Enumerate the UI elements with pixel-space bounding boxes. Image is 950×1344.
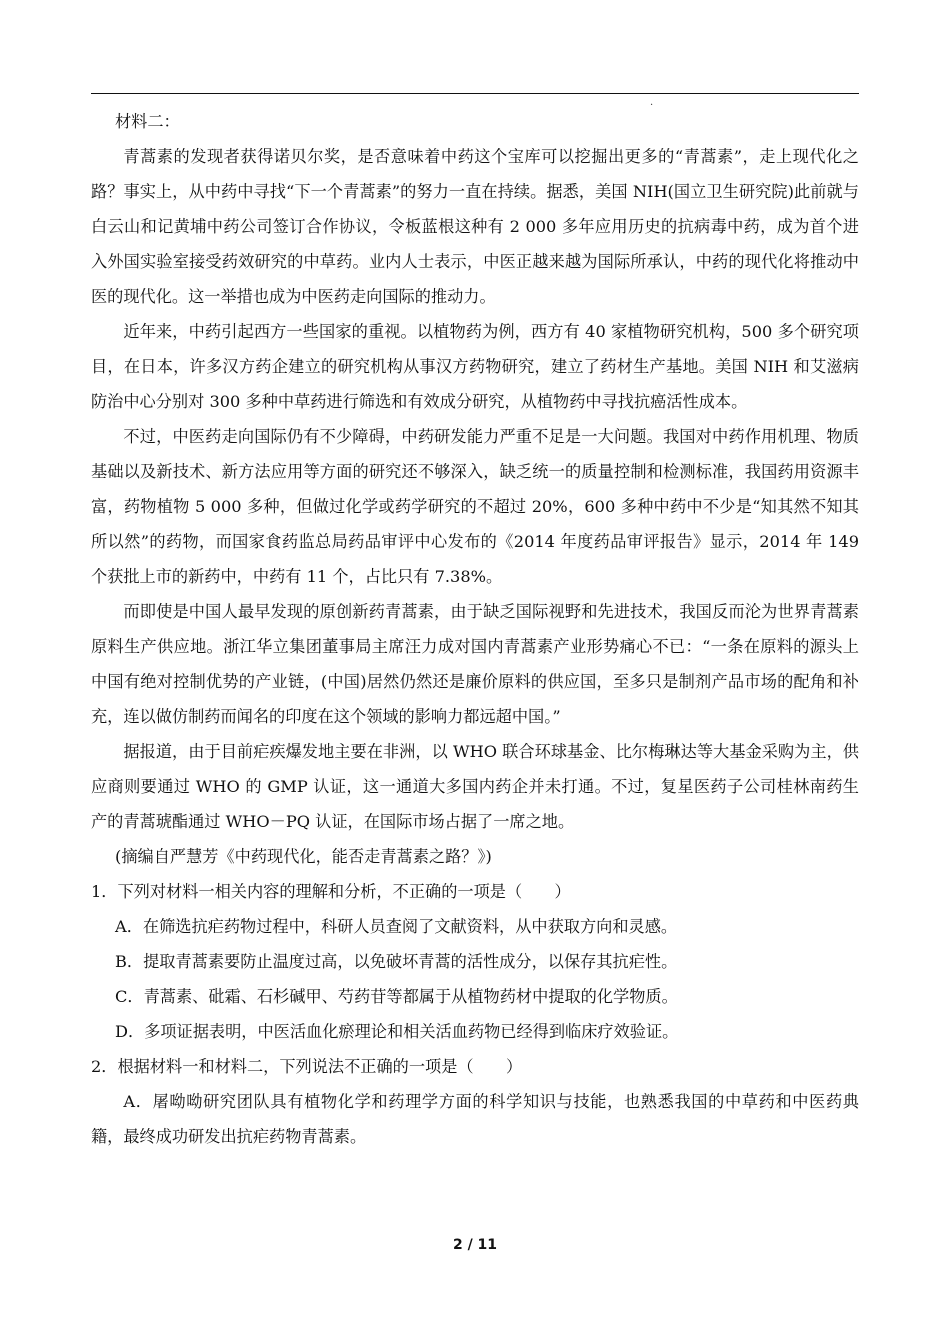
question-1-option-d: D．多项证据表明，中医活血化瘀理论和相关活血药物已经得到临床疗效验证。: [115, 1022, 679, 1041]
paragraph-3: 不过，中医药走向国际仍有不少障碍，中药研发能力严重不足是一大问题。我国对中药作用机理、物质基础以及新技术、新方法应用等方面的研究还不够深入，缺乏统一的质量控制和检测标准，我国药用资源丰富，药物植物 5 000 多种，但做过化学或药学研究的不超过 20%，600 多种中药中不少是“知其然不知其所以然”的药物，而国家食药监总局药品审评中心发布的《2014 年度药品审评报告》显示，2014 年 149 个获批上市的新药中，中药有 11 个，占比只有 7.38%。: [91, 427, 859, 586]
document-body: [91, 104, 859, 1154]
header-rule: [91, 93, 859, 94]
question-1-option-a: A．在筛选抗疟药物过程中，科研人员查阅了文献资料，从中获取方向和灵感。: [115, 917, 678, 936]
stray-dot: ·: [650, 100, 654, 111]
question-1-option-b: B．提取青蒿素要防止温度过高，以免破坏青蒿的活性成分，以保存其抗疟性。: [115, 952, 678, 971]
page-number: 2 / 11: [452, 1237, 498, 1253]
paragraph-4: 而即使是中国人最早发现的原创新药青蒿素，由于缺乏国际视野和先进技术，我国反而沦为世界青蒿素原料生产供应地。浙江华立集团董事局主席汪力成对国内青蒿素产业形势痛心不已：“一条在原料的源头上中国有绝对控制优势的产业链，(中国)居然仍然还是廉价原料的供应国，至多只是制剂产品市场的配角和补充，连以做仿制药而闻名的印度在这个领域的影响力都远超中国。”: [91, 602, 859, 726]
paragraph-1: 青蒿素的发现者获得诺贝尔奖，是否意味着中药这个宝库可以挖掘出更多的“青蒿素”，走上现代化之路？事实上，从中药中寻找“下一个青蒿素”的努力一直在持续。据悉，美国 NIH(国立卫生研究院)此前就与白云山和记黄埔中药公司签订合作协议，令板蓝根这种有 2 000 多年应用历史的抗病毒中药，成为首个进入外国实验室接受药效研究的中草药。业内人士表示，中医正越来越为国际所承认，中药的现代化将推动中医的现代化。这一举措也成为中医药走向国际的推动力。: [91, 147, 859, 306]
question-2-stem: 2．根据材料一和材料二，下列说法不正确的一项是（ ）: [91, 1057, 523, 1076]
paragraph-2: 近年来，中药引起西方一些国家的重视。以植物药为例，西方有 40 家植物研究机构，500 多个研究项目，在日本，许多汉方药企建立的研究机构从事汉方药物研究，建立了药材生产基地。美国 NIH 和艾滋病防治中心分别对 300 多种中草药进行筛选和有效成分研究，从植物药中寻找抗癌活性成本。: [91, 322, 859, 411]
question-1-stem: 1．下列对材料一相关内容的理解和分析，不正确的一项是（ ）: [91, 882, 571, 901]
material-title: 材料二：: [115, 112, 180, 131]
question-2-option-a: A．屠呦呦研究团队具有植物化学和药理学方面的科学知识与技能，也熟悉我国的中草药和中医药典籍，最终成功研发出抗疟药物青蒿素。: [91, 1092, 859, 1146]
source-citation: (摘编自严慧芳《中药现代化，能否走青蒿素之路？》): [115, 847, 492, 866]
paragraph-5: 据报道，由于目前疟疾爆发地主要在非洲，以 WHO 联合环球基金、比尔梅琳达等大基金采购为主，供应商则要通过 WHO 的 GMP 认证，这一通道大多国内药企并未打通。不过，复星医药子公司桂林南药生产的青蒿琥酯通过 WHO－PQ 认证，在国际市场占据了一席之地。: [91, 742, 859, 831]
question-1-option-c: C．青蒿素、砒霜、石杉碱甲、芍药苷等都属于从植物药材中提取的化学物质。: [115, 987, 678, 1006]
